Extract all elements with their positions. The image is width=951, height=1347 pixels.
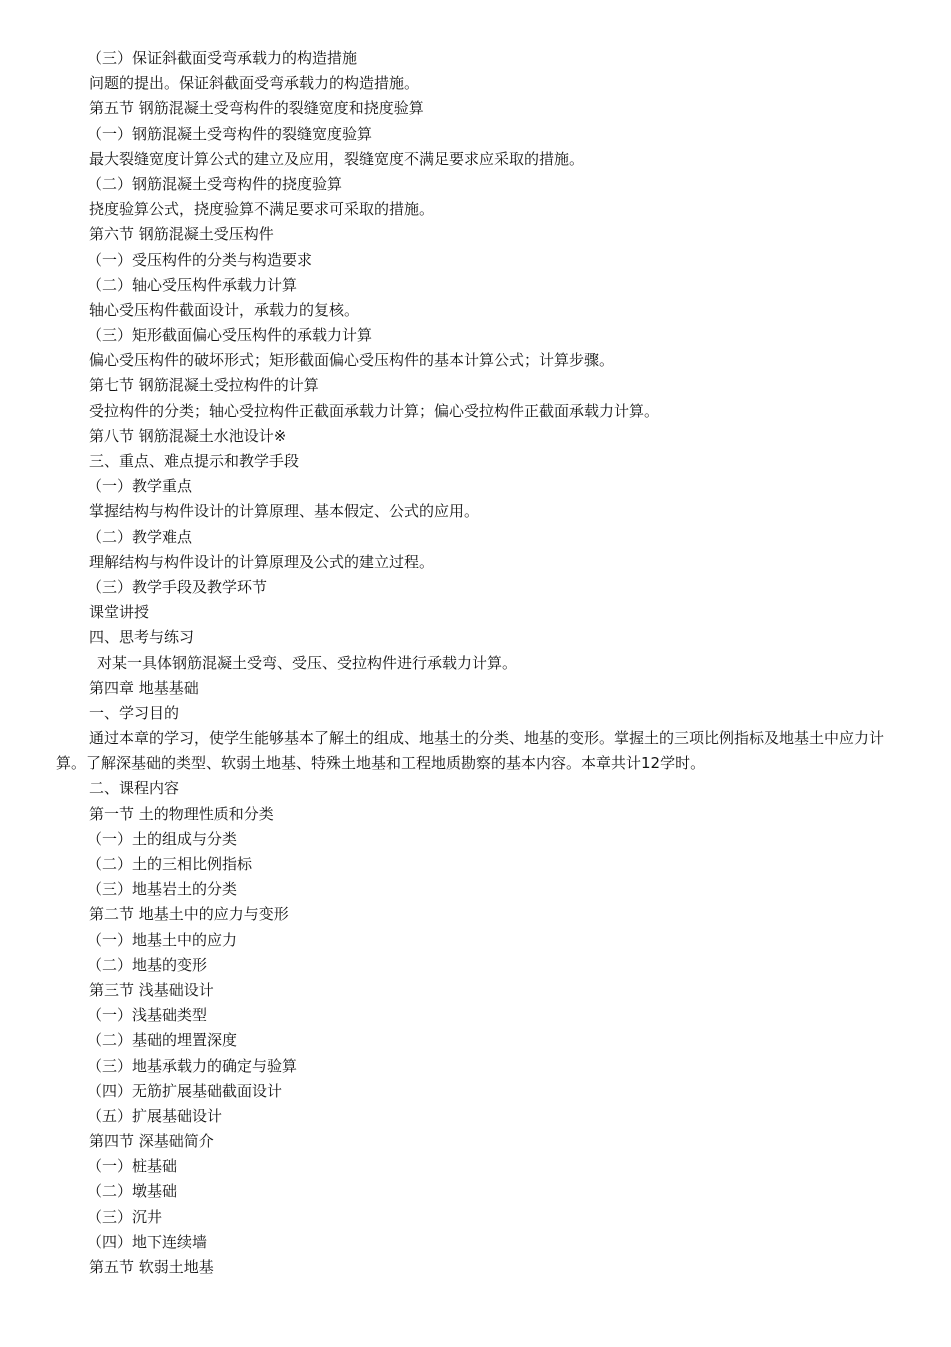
text-line: （一）地基土中的应力 (87, 930, 238, 949)
text-line: （三）矩形截面偏心受压构件的承载力计算 (87, 326, 373, 345)
text-line: （一）土的组成与分类 (87, 829, 238, 848)
chapter-heading: 第四章 地基基础 (89, 678, 199, 697)
text-line: （一）受压构件的分类与构造要求 (87, 250, 313, 269)
section-heading: 第四节 深基础简介 (89, 1132, 214, 1151)
text-line: 课堂讲授 (89, 603, 150, 622)
part-heading: 四、思考与练习 (89, 628, 195, 647)
text-line: （一）钢筋混凝土受弯构件的裂缝宽度验算 (87, 124, 373, 143)
text-line: （四）无筋扩展基础截面设计 (87, 1081, 283, 1100)
section-heading: 第八节 钢筋混凝土水池设计※ (89, 426, 287, 445)
text-line: 偏心受压构件的破坏形式；矩形截面偏心受压构件的基本计算公式；计算步骤。 (89, 351, 615, 370)
text-line: 挠度验算公式，挠度验算不满足要求可采取的措施。 (89, 200, 435, 219)
text-line: （三）地基承载力的确定与验算 (87, 1056, 298, 1075)
section-heading: 第五节 软弱土地基 (89, 1258, 214, 1277)
text-line: （三）地基岩土的分类 (87, 880, 238, 899)
text-line: （二）教学难点 (87, 527, 193, 546)
text-line: （三）沉井 (87, 1207, 163, 1226)
text-line: 对某一具体钢筋混凝土受弯、受压、受拉构件进行承载力计算。 (97, 653, 518, 672)
text-line: （二）基础的埋置深度 (87, 1031, 238, 1050)
text-line: （二）土的三相比例指标 (87, 855, 253, 874)
text-line: 受拉构件的分类；轴心受拉构件正截面承载力计算；偏心受拉构件正截面承载力计算。 (89, 401, 660, 420)
text-line: （一）教学重点 (87, 477, 193, 496)
part-heading: 三、重点、难点提示和教学手段 (89, 452, 300, 470)
part-heading: 一、学习目的 (89, 703, 180, 722)
paragraph: 通过本章的学习，使学生能够基本了解土的组成、地基土的分类、地基的变形。掌握土的三项比例指标及地基土中应力计算。了解深基础的类型、软弱土地基、特殊土地基和工程地质勘察的基本内容。本章共计12学时。 (56, 729, 885, 773)
section-heading: 第一节 土的物理性质和分类 (89, 804, 274, 823)
text-line: （一）桩基础 (87, 1157, 178, 1176)
section-heading: 第三节 浅基础设计 (89, 980, 214, 999)
part-heading: 二、课程内容 (89, 779, 180, 798)
document-page (0, 46, 951, 1280)
text-line: （三）教学手段及教学环节 (87, 577, 268, 596)
text-line: （二）轴心受压构件承载力计算 (87, 275, 298, 294)
text-line: （二）墩基础 (87, 1182, 178, 1201)
text-line: 理解结构与构件设计的计算原理及公式的建立过程。 (89, 552, 435, 571)
text-line: （二）钢筋混凝土受弯构件的挠度验算 (87, 174, 343, 193)
text-line: 最大裂缝宽度计算公式的建立及应用，裂缝宽度不满足要求应采取的措施。 (89, 149, 585, 168)
text-line: 轴心受压构件截面设计，承载力的复核。 (89, 300, 360, 319)
text-line: 问题的提出。保证斜截面受弯承载力的构造措施。 (89, 74, 420, 93)
text-line: （五）扩展基础设计 (87, 1106, 223, 1125)
text-line: （二）地基的变形 (87, 955, 208, 974)
text-line: 掌握结构与构件设计的计算原理、基本假定、公式的应用。 (89, 502, 480, 521)
section-heading: 第六节 钢筋混凝土受压构件 (89, 225, 274, 244)
section-heading: 第七节 钢筋混凝土受拉构件的计算 (89, 376, 319, 395)
text-line: （四）地下连续墙 (87, 1232, 208, 1251)
text-line: （三）保证斜截面受弯承载力的构造措施 (87, 49, 358, 67)
text-line: （一）浅基础类型 (87, 1006, 208, 1025)
section-heading: 第二节 地基土中的应力与变形 (89, 905, 289, 924)
section-heading: 第五节 钢筋混凝土受弯构件的裂缝宽度和挠度验算 (89, 99, 424, 118)
